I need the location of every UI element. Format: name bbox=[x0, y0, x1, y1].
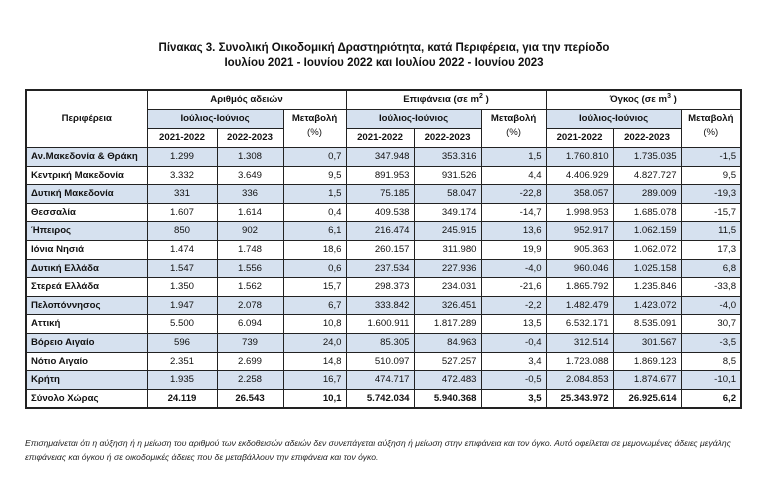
area-2223-cell: 84.963 bbox=[414, 333, 481, 352]
region-cell: Βόρειο Αιγαίο bbox=[26, 333, 147, 352]
header-year-2021-2022: 2021-2022 bbox=[147, 129, 217, 148]
permits-2223-cell: 2.258 bbox=[217, 371, 283, 390]
volume-2223-cell: 289.009 bbox=[613, 185, 681, 204]
header-region: Περιφέρεια bbox=[26, 90, 147, 148]
permits-change-cell: 24,0 bbox=[283, 333, 346, 352]
area-2122-cell: 237.534 bbox=[346, 259, 414, 278]
permits-2223-cell: 1.748 bbox=[217, 240, 283, 259]
area-2223-cell: 527.257 bbox=[414, 352, 481, 371]
permits-2223-cell: 1.614 bbox=[217, 203, 283, 222]
volume-change-cell: -33,8 bbox=[681, 278, 741, 297]
header-change-permits: Μεταβολή (%) bbox=[283, 110, 346, 148]
region-cell: Κεντρική Μακεδονία bbox=[26, 166, 147, 185]
permits-2122-cell: 1.474 bbox=[147, 240, 217, 259]
area-2122-cell: 1.600.911 bbox=[346, 315, 414, 334]
volume-2122-cell: 905.363 bbox=[546, 240, 613, 259]
table-row bbox=[26, 371, 741, 390]
permits-2122-cell: 3.332 bbox=[147, 166, 217, 185]
area-2223-cell: 245.915 bbox=[414, 222, 481, 241]
table-row bbox=[26, 278, 741, 297]
area-2223-cell: 472.483 bbox=[414, 371, 481, 390]
volume-2122-cell: 4.406.929 bbox=[546, 166, 613, 185]
volume-2223-cell: 1.423.072 bbox=[613, 296, 681, 315]
volume-2122-cell: 312.514 bbox=[546, 333, 613, 352]
area-2223-cell: 326.451 bbox=[414, 296, 481, 315]
volume-2223-cell: 1.062.159 bbox=[613, 222, 681, 241]
permits-2122-cell: 1.947 bbox=[147, 296, 217, 315]
region-cell: Σύνολο Χώρας bbox=[26, 389, 147, 408]
permits-2223-cell: 336 bbox=[217, 185, 283, 204]
volume-2223-cell: 1.735.035 bbox=[613, 148, 681, 167]
region-cell: Νότιο Αιγαίο bbox=[26, 352, 147, 371]
permits-change-cell: 6,1 bbox=[283, 222, 346, 241]
permits-change-cell: 0,6 bbox=[283, 259, 346, 278]
area-change-cell: -0,4 bbox=[481, 333, 546, 352]
permits-2223-cell: 2.078 bbox=[217, 296, 283, 315]
table-row bbox=[26, 333, 741, 352]
header-change-area: Μεταβολή (%) bbox=[481, 110, 546, 148]
area-change-cell: 13,6 bbox=[481, 222, 546, 241]
area-change-cell: 4,4 bbox=[481, 166, 546, 185]
area-2122-cell: 75.185 bbox=[346, 185, 414, 204]
permits-change-cell: 15,7 bbox=[283, 278, 346, 297]
volume-change-cell: 9,5 bbox=[681, 166, 741, 185]
area-change-cell: -22,8 bbox=[481, 185, 546, 204]
permits-2122-cell: 596 bbox=[147, 333, 217, 352]
volume-2223-cell: 1.685.078 bbox=[613, 203, 681, 222]
permits-2223-cell: 2.699 bbox=[217, 352, 283, 371]
volume-2122-cell: 6.532.171 bbox=[546, 315, 613, 334]
header-period-volume: Ιούλιος-Ιούνιος bbox=[546, 110, 681, 129]
table-row bbox=[26, 240, 741, 259]
area-2122-cell: 298.373 bbox=[346, 278, 414, 297]
permits-2122-cell: 1.547 bbox=[147, 259, 217, 278]
volume-change-cell: 8,5 bbox=[681, 352, 741, 371]
area-2223-cell: 931.526 bbox=[414, 166, 481, 185]
permits-change-cell: 1,5 bbox=[283, 185, 346, 204]
permits-2122-cell: 2.351 bbox=[147, 352, 217, 371]
region-cell: Δυτική Ελλάδα bbox=[26, 259, 147, 278]
region-cell: Στερεά Ελλάδα bbox=[26, 278, 147, 297]
table-title bbox=[0, 41, 768, 71]
permits-2122-cell: 1.350 bbox=[147, 278, 217, 297]
permits-2122-cell: 331 bbox=[147, 185, 217, 204]
permits-2223-cell: 1.556 bbox=[217, 259, 283, 278]
volume-2122-cell: 2.084.853 bbox=[546, 371, 613, 390]
volume-2223-cell: 4.827.727 bbox=[613, 166, 681, 185]
volume-change-cell: -3,5 bbox=[681, 333, 741, 352]
volume-change-cell: -1,5 bbox=[681, 148, 741, 167]
table-row bbox=[26, 222, 741, 241]
area-2223-cell: 234.031 bbox=[414, 278, 481, 297]
volume-2122-cell: 25.343.972 bbox=[546, 389, 613, 408]
area-2223-cell: 349.174 bbox=[414, 203, 481, 222]
volume-change-cell: 30,7 bbox=[681, 315, 741, 334]
permits-2122-cell: 1.299 bbox=[147, 148, 217, 167]
area-2122-cell: 85.305 bbox=[346, 333, 414, 352]
volume-change-cell: 17,3 bbox=[681, 240, 741, 259]
permits-change-cell: 16,7 bbox=[283, 371, 346, 390]
volume-change-cell: -15,7 bbox=[681, 203, 741, 222]
table-row bbox=[26, 185, 741, 204]
area-change-cell: -14,7 bbox=[481, 203, 546, 222]
volume-2122-cell: 952.917 bbox=[546, 222, 613, 241]
area-2223-cell: 353.316 bbox=[414, 148, 481, 167]
permits-change-cell: 0,4 bbox=[283, 203, 346, 222]
volume-change-cell: 11,5 bbox=[681, 222, 741, 241]
permits-2122-cell: 850 bbox=[147, 222, 217, 241]
area-2122-cell: 510.097 bbox=[346, 352, 414, 371]
permits-2223-cell: 739 bbox=[217, 333, 283, 352]
volume-2223-cell: 1.062.072 bbox=[613, 240, 681, 259]
permits-change-cell: 10,1 bbox=[283, 389, 346, 408]
area-change-cell: 1,5 bbox=[481, 148, 546, 167]
footnote: Επισημαίνεται ότι η αύξηση ή η μείωση του αριθμού των εκδοθεισών αδειών δεν συνεπάγεται αύξηση ή μείωση στην επιφάνεια και τον όγκο. Αυτό οφείλεται σε μεμονωμένες άδειες μεγάλης επιφάνειας και όγκου ή σε οικοδομικές άδειες που δε μεταβάλλουν την επιφάνεια και τον όγκο. bbox=[25, 438, 731, 462]
volume-2223-cell: 8.535.091 bbox=[613, 315, 681, 334]
permits-change-cell: 6,7 bbox=[283, 296, 346, 315]
permits-change-cell: 9,5 bbox=[283, 166, 346, 185]
volume-change-cell: 6,8 bbox=[681, 259, 741, 278]
volume-2223-cell: 301.567 bbox=[613, 333, 681, 352]
volume-2223-cell: 26.925.614 bbox=[613, 389, 681, 408]
area-2122-cell: 474.717 bbox=[346, 371, 414, 390]
region-cell: Αν.Μακεδονία & Θράκη bbox=[26, 148, 147, 167]
area-change-cell: 13,5 bbox=[481, 315, 546, 334]
area-change-cell: -4,0 bbox=[481, 259, 546, 278]
table-row bbox=[26, 315, 741, 334]
area-2122-cell: 333.842 bbox=[346, 296, 414, 315]
region-cell: Αττική bbox=[26, 315, 147, 334]
volume-2223-cell: 1.235.846 bbox=[613, 278, 681, 297]
volume-2122-cell: 1.760.810 bbox=[546, 148, 613, 167]
volume-2223-cell: 1.025.158 bbox=[613, 259, 681, 278]
permits-2223-cell: 1.308 bbox=[217, 148, 283, 167]
title-line-1: Πίνακας 3. Συνολική Οικοδομική Δραστηριότητα, κατά Περιφέρεια, για την περίοδο bbox=[158, 42, 610, 54]
volume-change-cell: -10,1 bbox=[681, 371, 741, 390]
permits-2122-cell: 5.500 bbox=[147, 315, 217, 334]
region-cell: Δυτική Μακεδονία bbox=[26, 185, 147, 204]
table-row bbox=[26, 296, 741, 315]
table-row bbox=[26, 203, 741, 222]
header-year-2022-2023: 2022-2023 bbox=[613, 129, 681, 148]
region-cell: Κρήτη bbox=[26, 371, 147, 390]
permits-2223-cell: 26.543 bbox=[217, 389, 283, 408]
permits-2223-cell: 902 bbox=[217, 222, 283, 241]
volume-2122-cell: 1.998.953 bbox=[546, 203, 613, 222]
region-cell: Ιόνια Νησιά bbox=[26, 240, 147, 259]
area-2223-cell: 311.980 bbox=[414, 240, 481, 259]
permits-change-cell: 18,6 bbox=[283, 240, 346, 259]
permits-2223-cell: 3.649 bbox=[217, 166, 283, 185]
area-2122-cell: 216.474 bbox=[346, 222, 414, 241]
table-row bbox=[26, 148, 741, 167]
header-group-volume: Όγκος (σε $m^3$ ) bbox=[546, 90, 741, 110]
area-2122-cell: 347.948 bbox=[346, 148, 414, 167]
volume-2122-cell: 358.057 bbox=[546, 185, 613, 204]
permits-2223-cell: 6.094 bbox=[217, 315, 283, 334]
area-change-cell: 3,4 bbox=[481, 352, 546, 371]
area-2223-cell: 1.817.289 bbox=[414, 315, 481, 334]
volume-change-cell: -19,3 bbox=[681, 185, 741, 204]
header-change-volume: Μεταβολή (%) bbox=[681, 110, 741, 148]
table-row bbox=[26, 166, 741, 185]
permits-change-cell: 10,8 bbox=[283, 315, 346, 334]
permits-2122-cell: 1.607 bbox=[147, 203, 217, 222]
title-line-2: Ιουλίου 2021 - Ιουνίου 2022 και Ιουλίου 2022 - Ιουνίου 2023 bbox=[224, 57, 544, 69]
volume-2122-cell: 960.046 bbox=[546, 259, 613, 278]
header-period-permits: Ιούλιος-Ιούνιος bbox=[147, 110, 283, 129]
permits-2122-cell: 1.935 bbox=[147, 371, 217, 390]
volume-change-cell: 6,2 bbox=[681, 389, 741, 408]
volume-2122-cell: 1.723.088 bbox=[546, 352, 613, 371]
header-period-area: Ιούλιος-Ιούνιος bbox=[346, 110, 481, 129]
table-row-total bbox=[26, 389, 741, 408]
volume-2223-cell: 1.874.677 bbox=[613, 371, 681, 390]
table-row bbox=[26, 352, 741, 371]
area-change-cell: -2,2 bbox=[481, 296, 546, 315]
header-year-2022-2023: 2022-2023 bbox=[414, 129, 481, 148]
area-2223-cell: 227.936 bbox=[414, 259, 481, 278]
area-change-cell: -0,5 bbox=[481, 371, 546, 390]
permits-2122-cell: 24.119 bbox=[147, 389, 217, 408]
area-change-cell: 19,9 bbox=[481, 240, 546, 259]
volume-change-cell: -4,0 bbox=[681, 296, 741, 315]
region-cell: Ήπειρος bbox=[26, 222, 147, 241]
area-2122-cell: 409.538 bbox=[346, 203, 414, 222]
volume-2223-cell: 1.869.123 bbox=[613, 352, 681, 371]
permits-2223-cell: 1.562 bbox=[217, 278, 283, 297]
table-row bbox=[26, 259, 741, 278]
volume-2122-cell: 1.482.479 bbox=[546, 296, 613, 315]
permits-change-cell: 14,8 bbox=[283, 352, 346, 371]
region-cell: Πελοπόννησος bbox=[26, 296, 147, 315]
construction-activity-table bbox=[25, 89, 742, 409]
header-year-2022-2023: 2022-2023 bbox=[217, 129, 283, 148]
permits-change-cell: 0,7 bbox=[283, 148, 346, 167]
area-2122-cell: 5.742.034 bbox=[346, 389, 414, 408]
header-year-2021-2022: 2021-2022 bbox=[346, 129, 414, 148]
area-2223-cell: 5.940.368 bbox=[414, 389, 481, 408]
area-change-cell: 3,5 bbox=[481, 389, 546, 408]
area-2223-cell: 58.047 bbox=[414, 185, 481, 204]
header-group-permits: Αριθμός αδειών bbox=[147, 90, 346, 110]
area-2122-cell: 891.953 bbox=[346, 166, 414, 185]
area-change-cell: -21,6 bbox=[481, 278, 546, 297]
region-cell: Θεσσαλία bbox=[26, 203, 147, 222]
volume-2122-cell: 1.865.792 bbox=[546, 278, 613, 297]
header-year-2021-2022: 2021-2022 bbox=[546, 129, 613, 148]
area-2122-cell: 260.157 bbox=[346, 240, 414, 259]
header-group-area: Επιφάνεια (σε $m^2$ ) bbox=[346, 90, 546, 110]
